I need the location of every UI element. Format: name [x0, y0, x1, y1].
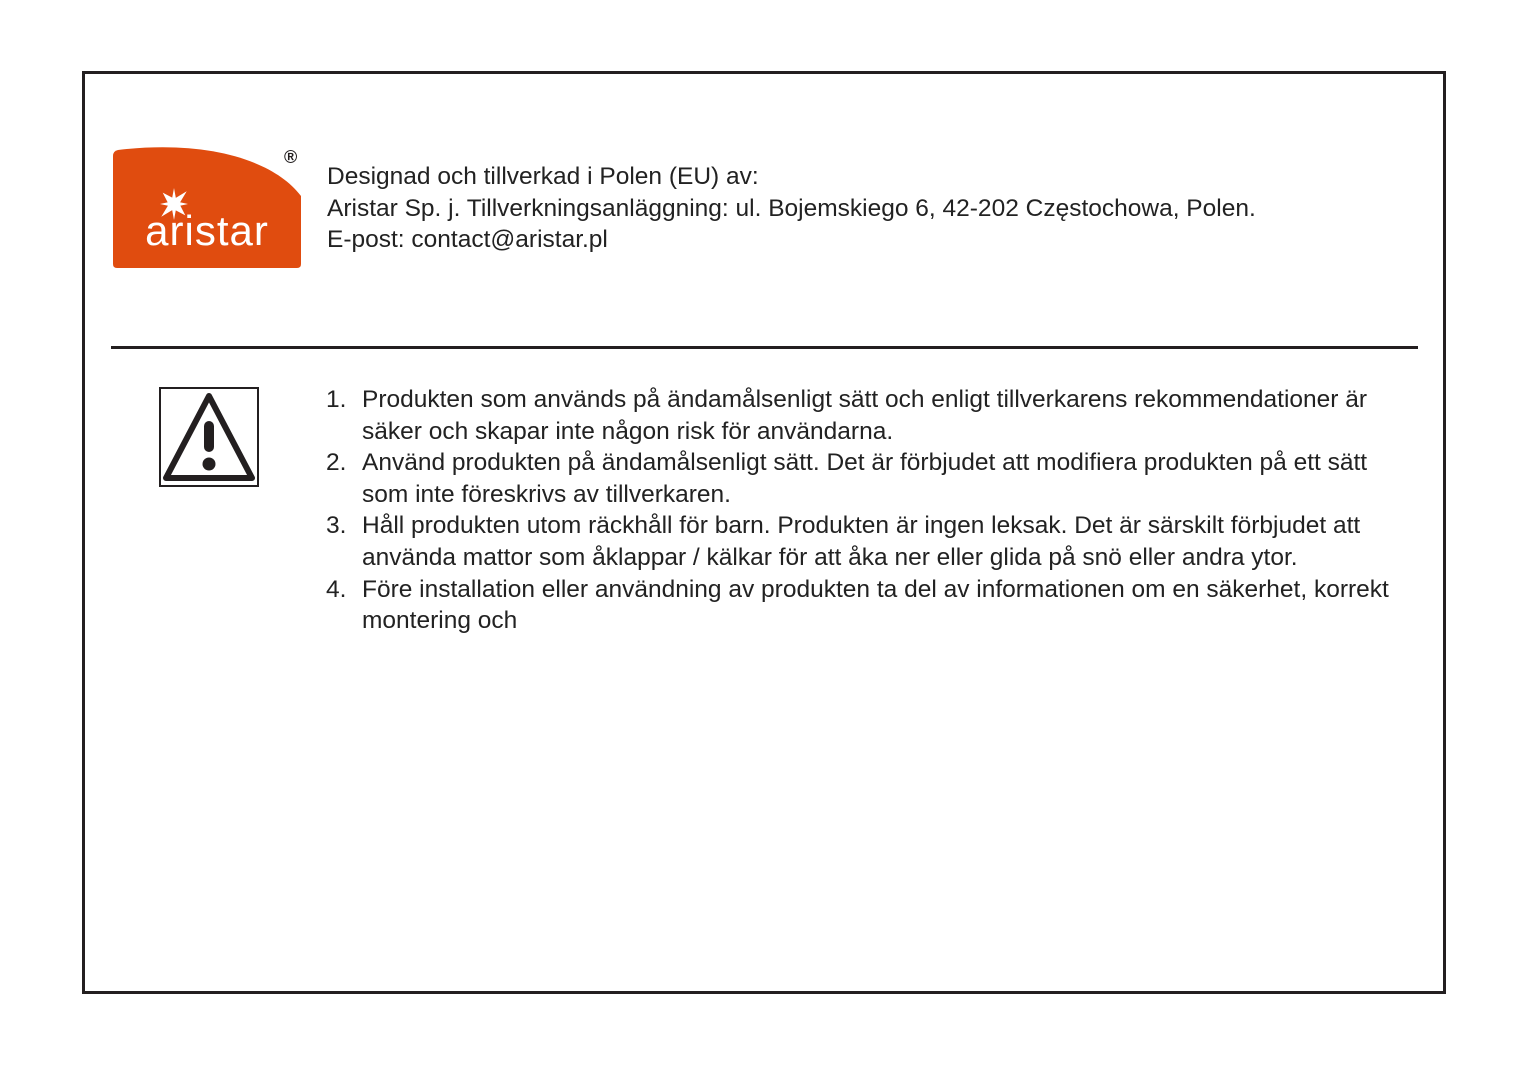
list-item-text: Produkten som används på ändamålsenligt sätt och enligt tillverkarens rekommendationer är säker och skapar inte någon risk för användarna.	[362, 386, 1368, 445]
list-item	[326, 384, 1396, 447]
instruction-card	[82, 71, 1446, 994]
list-item-text: Använd produkten på ändamålsenligt sätt. Det är förbjudet att modifiera produkten på ett sätt som inte föreskrivs av tillverkaren.	[362, 449, 1368, 508]
list-item-text: Före installation eller användning av produkten ta del av informationen om en säkerhet, korrekt montering och	[362, 575, 1389, 635]
list-item	[326, 574, 1396, 637]
list-item-number: 3.	[326, 512, 347, 540]
list-item-number: 1.	[326, 386, 347, 413]
manufacturer-info	[327, 161, 1256, 256]
manufacturer-line-email: E-post: contact@aristar.pl	[327, 226, 608, 253]
list-item	[326, 510, 1396, 573]
list-item-text: Håll produkten utom räckhåll för barn. Produkten är ingen leksak. Det är särskilt förbjudet att använda mattor som åklappar / kälkar för att åka ner eller glida på snö eller andra ytor.	[362, 512, 1361, 571]
logo-wordmark: aristar	[145, 207, 269, 254]
section-divider	[111, 346, 1418, 349]
list-item-number: 4.	[326, 575, 347, 603]
manufacturer-line-designed: Designad och tillverkad i Polen (EU) av:	[327, 163, 759, 190]
list-item	[326, 447, 1396, 510]
safety-instructions-list	[326, 384, 1396, 637]
registered-mark: ®	[284, 147, 298, 167]
manufacturer-line-address: Aristar Sp. j. Tillverkningsanläggning: ul. Bojemskiego 6, 42-202 Częstochowa, Polen.	[327, 194, 1256, 222]
warning-triangle-icon	[159, 387, 259, 487]
list-item-number: 2.	[326, 449, 347, 477]
